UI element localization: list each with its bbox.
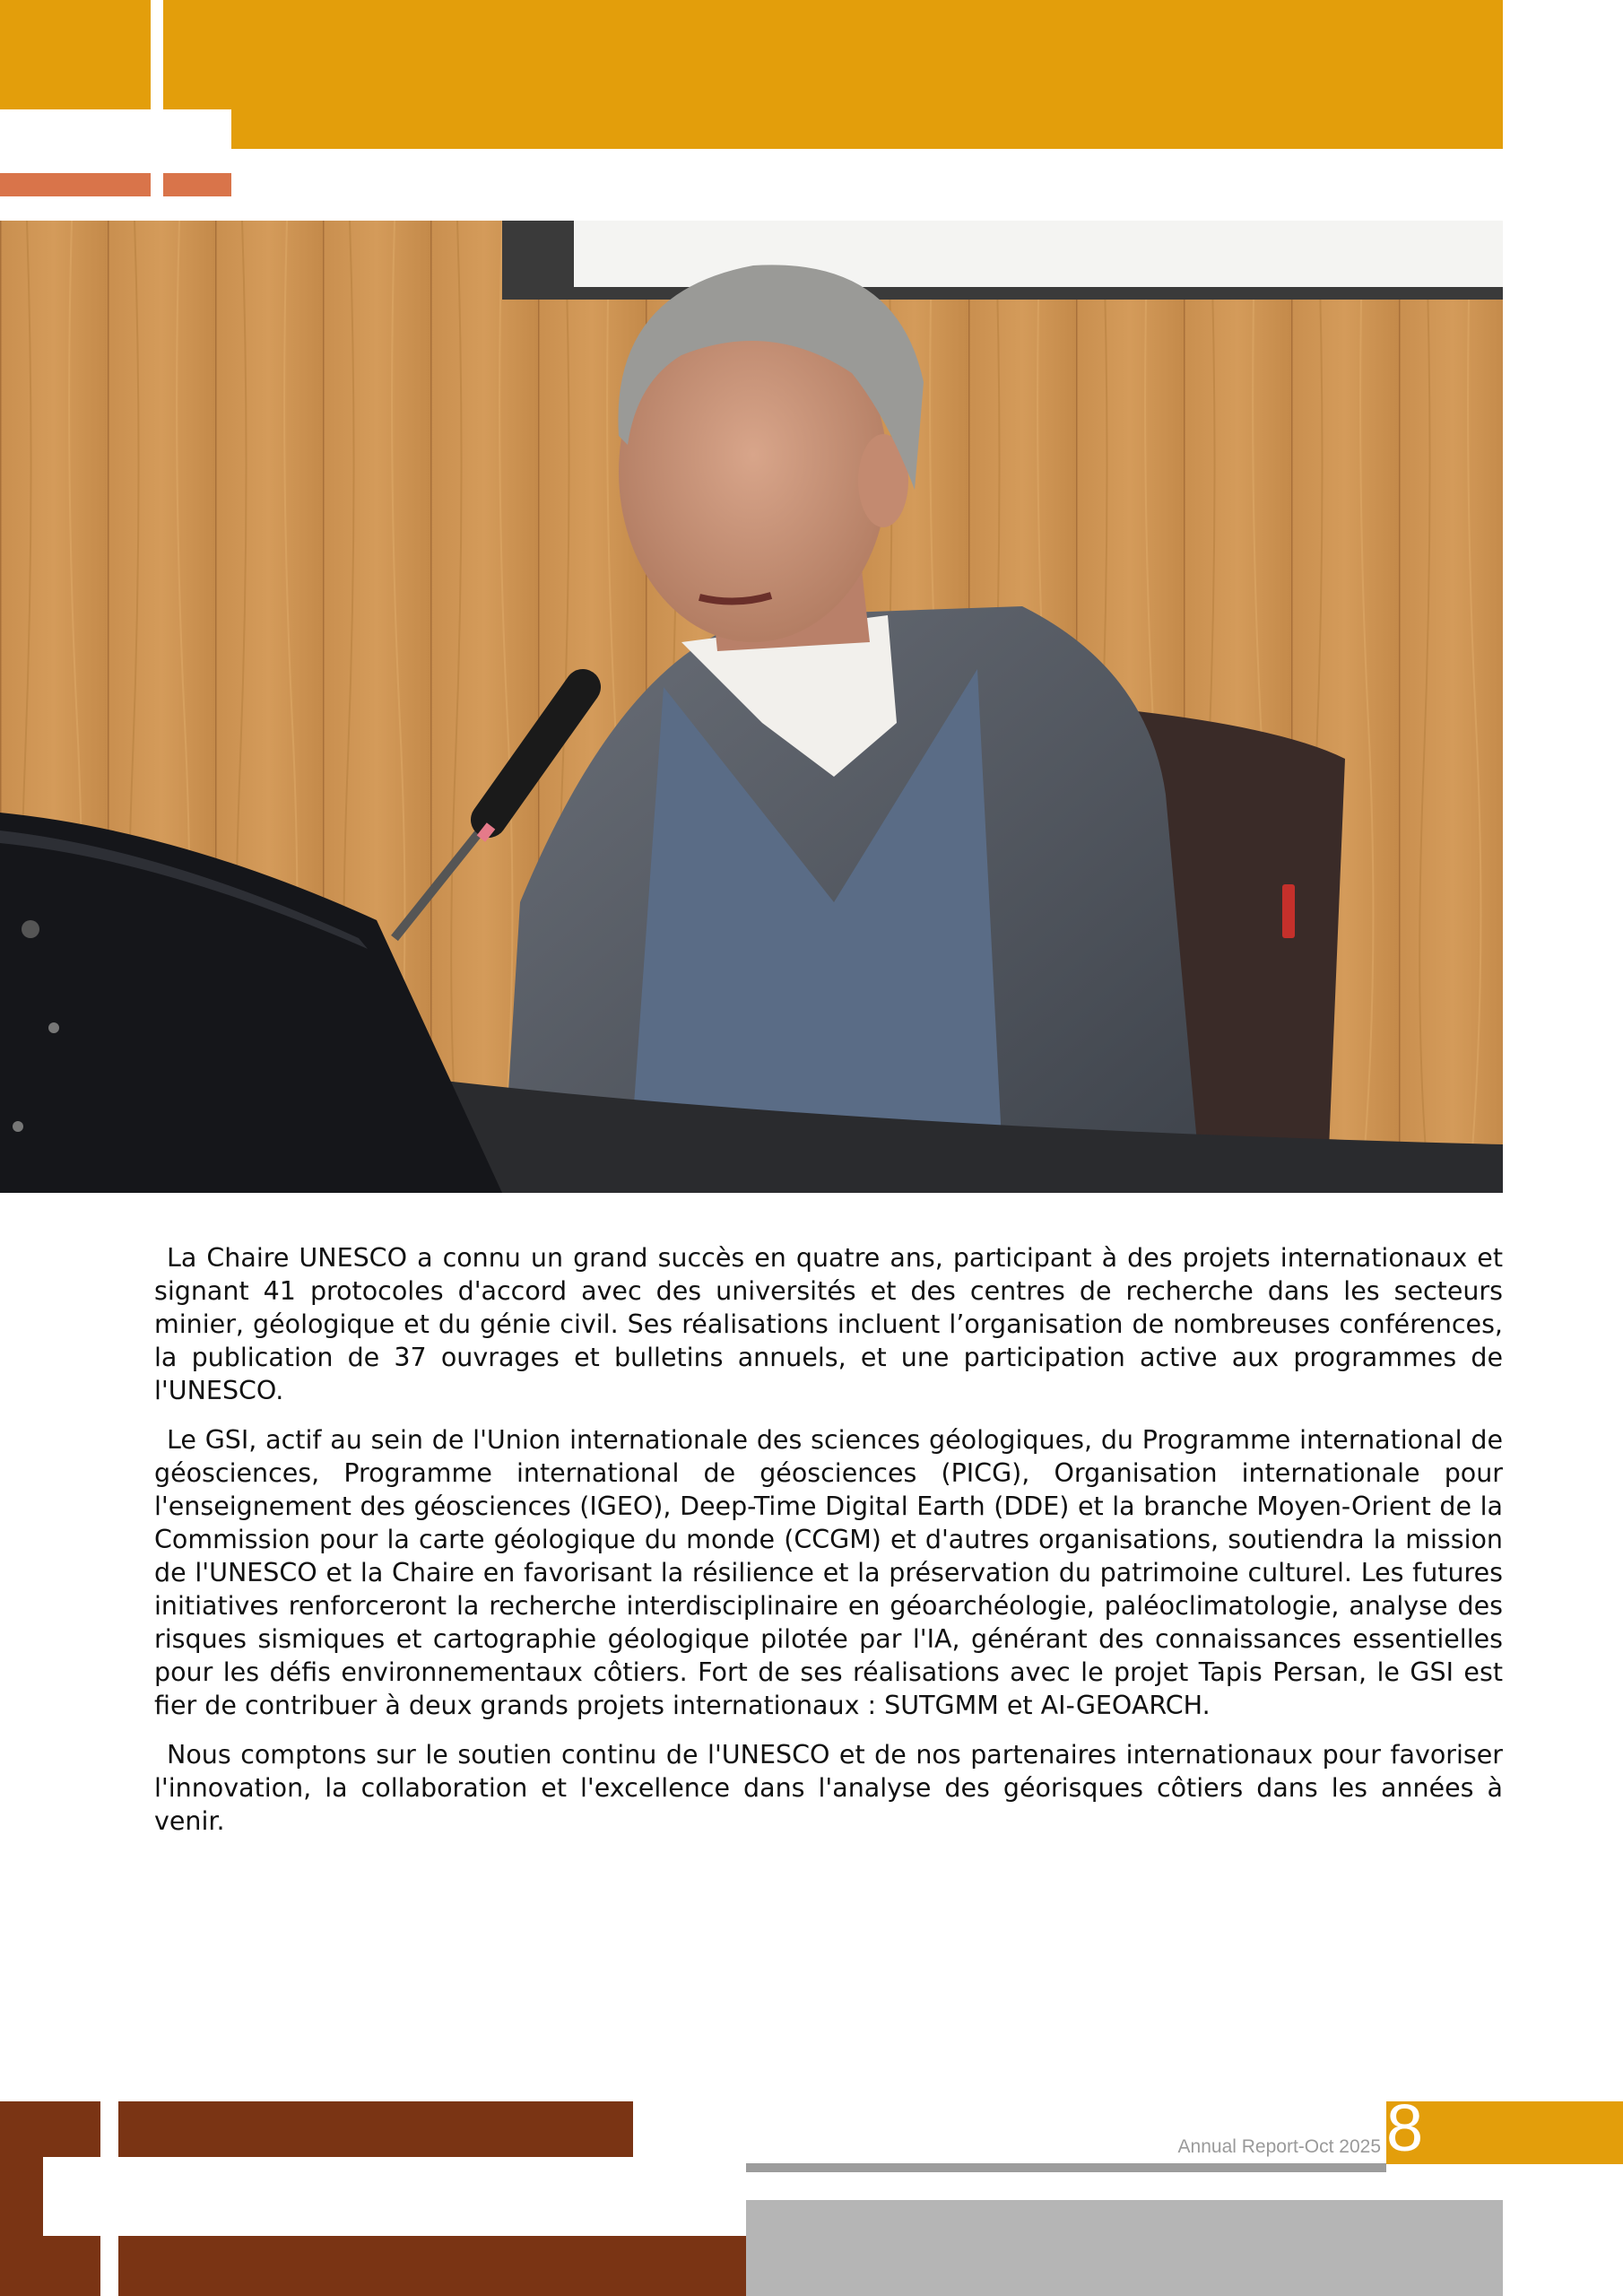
header-stripe-right <box>163 173 231 196</box>
article-body <box>154 1241 1503 1854</box>
header-banner <box>163 0 1503 149</box>
footer-white-cutout <box>43 2157 746 2236</box>
header-accent-block-left <box>0 0 151 109</box>
footer-report-label: Annual Report-Oct 2025 <box>1177 2136 1381 2157</box>
footer-gray-rule <box>746 2163 1386 2172</box>
portrait-photo-icon <box>0 221 1503 1193</box>
footer-brown-bar-lower <box>118 2236 746 2296</box>
speaker-photo <box>0 221 1503 1193</box>
header-stripe-left <box>0 173 151 196</box>
footer-gray-block <box>746 2200 1503 2296</box>
article-paragraph-2: Le GSI, actif au sein de l'Union internationale des sciences géologiques, du Programme international de géosciences, Programme international de géosciences (PICG), Organisation internationale pour l'enseignement des géosciences (IGEO), Deep-Time Digital Earth (DDE) et la branche Moyen-Orient de la Commission pour la carte géologique du monde (CCGM) et d'autres organisations, soutiendra la mission de l'UNESCO et la Chaire en favorisant la résilience et la préservation du patrimoine culturel. Les futures initiatives renforceront la recherche interdisciplinaire en géoarchéologie, paléoclimatologie, analyse des risques sismiques et cartographie géologique pilotée par l'IA, générant des connaissances essentielles pour les défis environnementaux côtiers. Fort de ses réalisations avec le projet Tapis Persan, le GSI est fier de contribuer à deux grands projets internationaux : SUTGMM et AI-GEOARCH. <box>154 1425 1503 1720</box>
article-paragraph-1: La Chaire UNESCO a connu un grand succès en quatre ans, participant à des projets internationaux et signant 41 protocoles d'accord avec des universités et des centres de recherche dans les secteurs minier, géologique et du génie civil. Ses réalisations incluent l’organisation de nombreuses conférences, la publication de 37 ouvrages et bulletins annuels, et une participation active aux programmes de l'UNESCO. <box>154 1243 1503 1405</box>
footer-brown-bar <box>118 2101 633 2157</box>
article-paragraph-3: Nous comptons sur le soutien continu de l'UNESCO et de nos partenaires internationaux pour favoriser l'innovation, la collaboration et l'excellence dans l'analyse des géorisques côtiers dans les années à venir. <box>154 1740 1503 1836</box>
header-notch <box>0 109 231 149</box>
page-number: 8 <box>1386 2091 1424 2165</box>
